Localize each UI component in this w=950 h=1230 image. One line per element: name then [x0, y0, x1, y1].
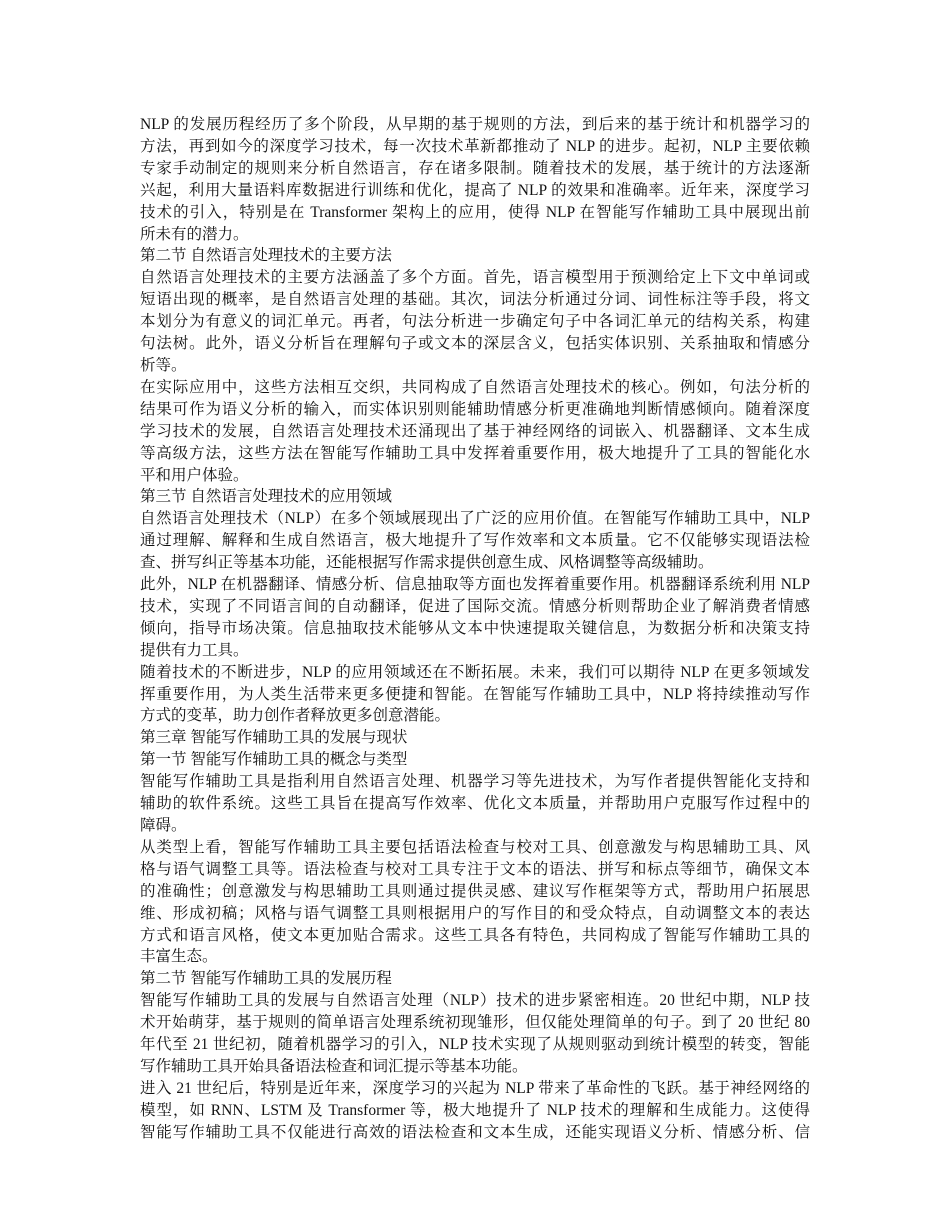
text-line: 第二节 智能写作辅助工具的发展历程	[140, 970, 392, 988]
text-line: 进入 21 世纪后，特别是近年来，深度学习的兴起为 NLP 带来了革命性的飞跃。基于神经网络的	[140, 1079, 810, 1097]
paragraph	[140, 114, 810, 245]
paragraph	[140, 377, 810, 487]
paragraph	[140, 662, 810, 728]
text-line: 专家手动制定的规则来分析自然语言，存在诸多限制。随着技术的发展，基于统计的方法逐渐	[140, 159, 810, 177]
section-heading	[140, 968, 810, 990]
text-line: 通过理解、解释和生成自然语言，极大地提升了写作效率和文本质量。它不仅能够实现语法检	[140, 532, 810, 550]
text-line: 智能写作辅助工具不仅能进行高效的语法检查和文本生成，还能实现语义分析、情感分析、信	[140, 1123, 810, 1141]
text-line: 查、拼写纠正等基本功能，还能根据写作需求提供创意生成、风格调整等高级辅助。	[140, 554, 714, 572]
text-line: 方式和语言风格，使文本更加贴合需求。这些工具各有特色，共同构成了智能写作辅助工具的	[140, 926, 810, 944]
text-line: 短语出现的概率，是自然语言处理的基础。其次，词法分析通过分词、词性标注等手段，将文	[140, 291, 810, 309]
text-line: 平和用户体验。	[140, 466, 249, 484]
text-line: 术开始萌芽，基于规则的简单语言处理系统初现雏形，但仅能处理简单的句子。到了 20 世纪 80	[140, 1014, 810, 1032]
text-line: 结果可作为语义分析的输入，而实体识别则能辅助情感分析更准确地判断情感倾向。随着深度	[140, 400, 810, 418]
text-line: 学习技术的发展，自然语言处理技术还涌现出了基于神经网络的词嵌入、机器翻译、文本生成	[140, 422, 810, 440]
text-line: 智能写作辅助工具的发展与自然语言处理（NLP）技术的进步紧密相连。20 世纪中期，NLP 技	[140, 992, 810, 1010]
text-line: 模型，如 RNN、LSTM 及 Transformer 等，极大地提升了 NLP 技术的理解和生成能力。这使得	[140, 1101, 810, 1119]
paragraph	[140, 990, 810, 1078]
text-line: 在实际应用中，这些方法相互交织，共同构成了自然语言处理技术的核心。例如，句法分析的	[140, 378, 810, 396]
section-heading	[140, 727, 810, 749]
paragraph	[140, 837, 810, 968]
text-line: 挥重要作用，为人类生活带来更多便捷和智能。在智能写作辅助工具中，NLP 将持续推动写作	[140, 685, 810, 703]
paragraph	[140, 267, 810, 377]
text-line: 第一节 智能写作辅助工具的概念与类型	[140, 751, 408, 769]
text-line: 从类型上看，智能写作辅助工具主要包括语法检查与校对工具、创意激发与构思辅助工具、风	[140, 838, 810, 856]
text-line: 丰富生态。	[140, 948, 218, 966]
text-line: 写作辅助工具开始具备语法检查和词汇提示等基本功能。	[140, 1057, 528, 1075]
text-line: 方法，再到如今的深度学习技术，每一次技术革新都推动了 NLP 的进步。起初，NLP 主要依赖	[140, 137, 810, 155]
text-line: 障碍。	[140, 817, 187, 834]
text-line: 此外，NLP 在机器翻译、情感分析、信息抽取等方面也发挥着重要作用。机器翻译系统利用 NLP	[140, 576, 810, 594]
text-line: 自然语言处理技术的主要方法涵盖了多个方面。首先，语言模型用于预测给定上下文中单词或	[140, 269, 810, 287]
paragraph	[140, 508, 810, 574]
text-line: 析等。	[140, 356, 187, 374]
text-line: NLP 的发展历程经历了多个阶段，从早期的基于规则的方法，到后来的基于统计和机器学习的	[140, 116, 810, 133]
text-line: 第三章 智能写作辅助工具的发展与现状	[140, 729, 408, 747]
text-line: 兴起，利用大量语料库数据进行训练和优化，提高了 NLP 的效果和准确率。近年来，深度学习	[140, 181, 810, 199]
text-line: 随着技术的不断进步，NLP 的应用领域还在不断拓展。未来，我们可以期待 NLP 在更多领域发	[140, 663, 810, 681]
text-line: 技术的引入，特别是在 Transformer 架构上的应用，使得 NLP 在智能写作辅助工具中展现出前	[140, 203, 810, 221]
text-line: 自然语言处理技术（NLP）在多个领域展现出了广泛的应用价值。在智能写作辅助工具中，NLP	[140, 510, 810, 528]
text-line: 句法树。此外，语义分析旨在理解句子或文本的深层含义，包括实体识别、关系抽取和情感分	[140, 335, 810, 353]
text-line: 第三节 自然语言处理技术的应用领域	[140, 488, 392, 506]
text-line: 年代至 21 世纪初，随着机器学习的引入，NLP 技术实现了从规则驱动到统计模型的转变，智能	[140, 1036, 810, 1054]
text-line: 智能写作辅助工具是指利用自然语言处理、机器学习等先进技术，为写作者提供智能化支持和	[140, 773, 810, 791]
text-line: 倾向，指导市场决策。信息抽取技术能够从文本中快速提取关键信息，为数据分析和决策支持	[140, 619, 810, 637]
text-line: 提供有力工具。	[140, 641, 249, 659]
text-line: 所未有的潜力。	[140, 225, 249, 243]
text-line: 方式的变革，助力创作者释放更多创意潜能。	[140, 707, 451, 725]
text-line: 维、形成初稿；风格与语气调整工具则根据用户的写作目的和受众特点，自动调整文本的表达	[140, 904, 810, 922]
text-line: 辅助的软件系统。这些工具旨在提高写作效率、优化文本质量，并帮助用户克服写作过程中的	[140, 795, 810, 813]
paragraph	[140, 771, 810, 837]
document-body	[140, 114, 810, 1144]
text-line: 的准确性；创意激发与构思辅助工具则通过提供灵感、建议写作框架等方式，帮助用户拓展思	[140, 882, 810, 900]
text-line: 第二节 自然语言处理技术的主要方法	[140, 247, 392, 265]
text-line: 技术，实现了不同语言间的自动翻译，促进了国际交流。情感分析则帮助企业了解消费者情感	[140, 597, 810, 615]
section-heading	[140, 749, 810, 771]
section-heading	[140, 245, 810, 267]
section-heading	[140, 486, 810, 508]
text-line: 本划分为有意义的词汇单元。再者，句法分析进一步确定句子中各词汇单元的结构关系，构建	[140, 313, 810, 331]
paragraph	[140, 574, 810, 662]
paragraph	[140, 1078, 810, 1144]
text-line: 等高级方法，这些方法在智能写作辅助工具中发挥着重要作用，极大地提升了工具的智能化水	[140, 444, 810, 462]
text-line: 格与语气调整工具等。语法检查与校对工具专注于文本的语法、拼写和标点等细节，确保文本	[140, 860, 810, 878]
